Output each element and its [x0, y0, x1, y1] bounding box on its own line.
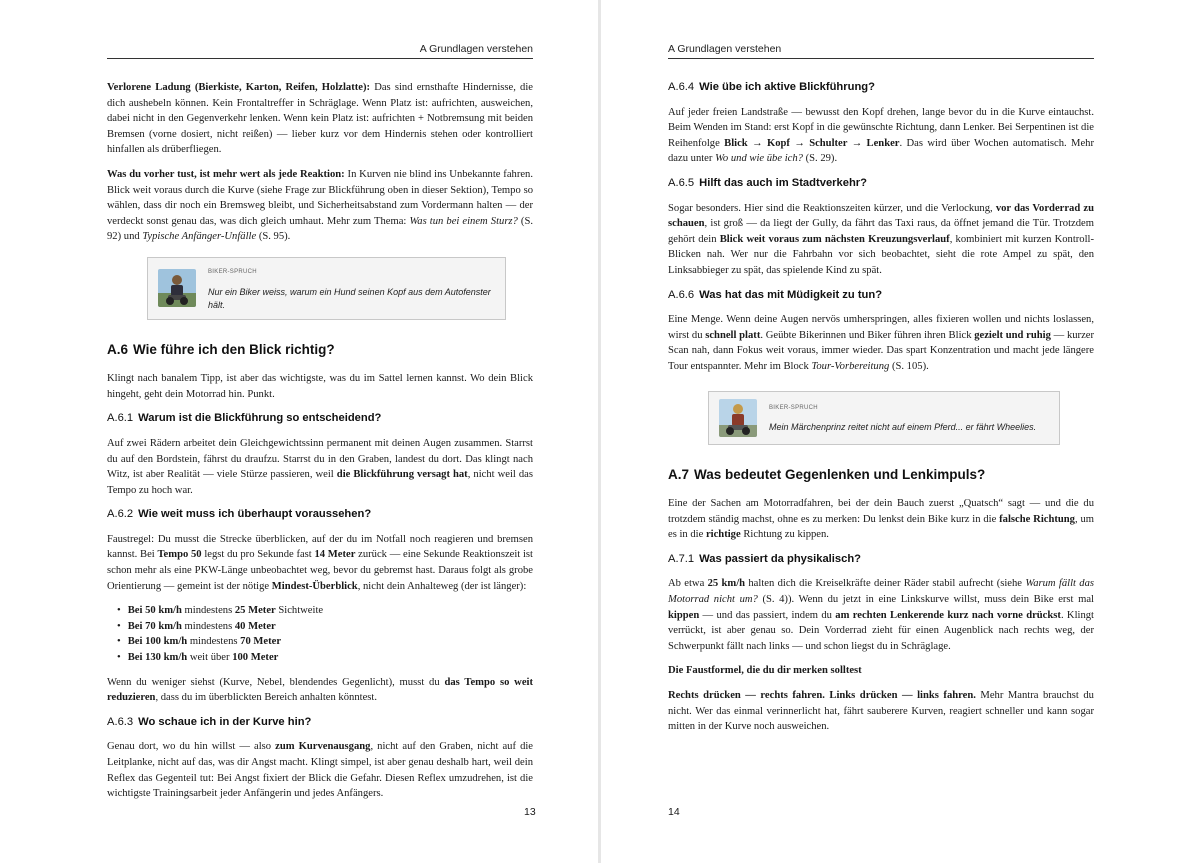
paragraph-body: Genau dort, wo du hin willst — also zum Kurvenausgang, nicht auf den Graben, nicht auf die Leitplanke, nicht auf das, was dir Angst macht. Klingt simpel, ist aber genau deshalb hart, weil dein Reflex das Gegenteil tut: Bei Angst fixiert der Blick die Gefahr. Diesen Reflex umzudrehen, ist die wichtigste Trainingsarbeit jeder Anfängerin und jedes Anfängers. — [107, 741, 534, 800]
subsection-heading: A.6.4 Wie übe ich aktive Blickführung? — [668, 81, 875, 93]
list-item: • Bei 70 km/h mindestens 40 Meter — [117, 619, 533, 635]
paragraph-lost-cargo: Verlorene Ladung (Bierkiste, Karton, Reifen, Holzlatte): Das sind ernsthafte Hindernisse, die dich aushebeln können. Kein Frontaltreffer in Schräglage. Wenn Platz ist: aufrichten, ausweichen, dabei nicht in den Gegenverkehr lenken. Wenn kein Platz ist: aufrichten + Notbremsung mit beiden Bremsen (vorne dosiert, nicht reißen) — lieber kurz vor dem Hindernis stehen oder kontrolliert hinfallen als drüberfliegen. — [107, 82, 534, 156]
list-item: • Bei 130 km/h weit über 100 Meter — [117, 650, 533, 666]
quote-text: Mein Märchenprinz reitet nicht auf einem Pferd... er fährt Wheelies. — [769, 422, 1037, 433]
formula-title: Die Faustformel, die du dir merken solltest — [668, 665, 862, 677]
header-rule — [107, 58, 533, 59]
paragraph-body: Eine Menge. Wenn deine Augen nervös umherspringen, alles fixieren wollen und nichts loslassen, wirst du schnell platt. Geübte Bikerinnen und Biker führen ihren Blick gezielt und ruhig — kurzer Scan nah, dann Fokus weit voraus, immer wieder. Das spart Konzentration und macht jede längere Tour entspannter. Mehr im Block Tour-Vorbereitung (S. 105). — [668, 314, 1094, 372]
running-header: A Grundlagen verstehen — [668, 43, 782, 55]
cross-reference: Warum fällt das Motorrad nicht um? — [668, 578, 1094, 606]
subsection-heading: A.6.2 Wie weit muss ich überhaupt voraussehen? — [107, 508, 372, 521]
subsection-heading: A.6.1 Warum ist die Blickführung so entscheidend? — [107, 412, 382, 425]
quote-text: Nur ein Biker weiss, warum ein Hund seinen Kopf aus dem Autofenster hält. — [208, 286, 491, 310]
paragraph-body: Sogar besonders. Hier sind die Reaktionszeiten kürzer, und die Verlockung, vor das Vorderrad zu schauen, ist groß — da liegt der Gully, da fährt das Taxi raus, da öffnet jemand die Tür. Trotzdem gehört dein Blick weit voraus zum nächsten Kreuzungsverlauf, kombiniert mit kurzen Kontroll-Blicken nah. Wer nur die Fahrbahn vor sich beobachtet, sieht die rote Ampel zu spät, den Linksabbieger zu spät, das spielende Kind zu spät. — [668, 202, 1095, 276]
paragraph-body: Ab etwa 25 km/h halten dich die Kreiselkräfte deiner Räder stabil aufrecht (siehe Warum fällt das Motorrad nicht um? (S. 4)). Wenn du jetzt in eine Linkskurve willst, muss dein Bike erst mal kippen — und das passiert, indem du am rechten Lenkerende kurz nach vorne drückst. Klingt verrückt, ist aber genau so. Dein Vorderrad zieht für einen Augenblick nach rechts weg, der Schwerpunkt fällt nach links — und schon liegst du in Schräglage. — [668, 578, 1095, 652]
section-heading: A.7 Was bedeutet Gegenlenken und Lenkimpuls? — [668, 466, 986, 482]
speed-list — [107, 603, 533, 665]
page-number: 13 — [524, 806, 536, 818]
list-item: • Bei 50 km/h mindestens 25 Meter Sichtweite — [117, 603, 533, 619]
paragraph-prevention: Was du vorher tust, ist mehr wert als jede Reaktion: In Kurven nie blind ins Unbekannte fahren. Blick weit voraus durch die Kurve (siehe Frage zur Blickführung oben in dieser Sektion), Tempo so wählen, dass dir noch ein Bremsweg bleibt, und Sicherheitsabstand zum Vordermann halten — der verdeckt sonst genau das, was dich gleich umhaut. Mehr zum Thema: Was tun bei einem Sturz? (S. 92) und Typische Anfänger-Unfälle (S. 95). — [107, 168, 534, 243]
subsection-heading: A.7.1 Was passiert da physikalisch? — [668, 552, 861, 565]
page-content — [107, 80, 533, 811]
paragraph-body: Wenn du weniger siehst (Kurve, Nebel, blendendes Gegenlicht), musst du das Tempo so weit reduzieren, dass du im überblickten Bereich anhalten könntest. — [107, 676, 534, 704]
paragraph-body: Auf jeder freien Landstraße — bewusst den Kopf drehen, lange bevor du in die Kurve eintauchst. Beim Wenden im Stand: erst Kopf in die gewünschte Richtung, dann Lenker. Bei Serpentinen ist die Reihenfolge Blick → Kopf → Schulter → Lenker. Das wird über Wochen automatisch. Mehr dazu unter Wo und wie übe ich? (S. 29). — [668, 106, 1094, 165]
paragraph-intro: Klingt nach banalem Tipp, ist aber das wichtigste, was du im Sattel lernen kannst. Wo dein Blick hingeht, geht dein Motorrad hin. Punkt. — [107, 373, 533, 400]
paragraph-body: Faustregel: Du musst die Strecke überblicken, auf der du im Notfall noch reagieren und bremsen kannst. Bei Tempo 50 legst du pro Sekunde fast 14 Meter zurück — eine Sekunde Reaktionszeit ist schon mehr als eine PKW-Länge unbeobachtet weg, bevor du gebremst hast. Daraus folgt als grobe Orientierung — gemeint ist der nötige Mindest-Überblick, nicht dein Anhalteweg (der ist länger): — [107, 533, 533, 592]
page-right — [601, 0, 1200, 863]
header-rule — [668, 58, 1094, 59]
running-header: A Grundlagen verstehen — [419, 43, 533, 55]
page-content — [668, 80, 1094, 744]
cross-reference: Was tun bei einem Sturz? — [409, 215, 518, 227]
subsection-heading: A.6.3 Wo schaue ich in der Kurve hin? — [107, 715, 312, 728]
quote-label: BIKER-SPRUCH — [208, 268, 257, 275]
paragraph-body: Auf zwei Rädern arbeitet dein Gleichgewichtssinn permanent mit deinen Augen zusammen. Starrst du auf den Bordstein, fährst du draufzu. Starrst du in den Graben, landest du dort. Das klingt nach Witz, ist aber Realität — viele Stürze passieren, weil die Blickführung versagt hat, nicht weil das Tempo zu hoch war. — [107, 437, 533, 496]
cross-reference: Typische Anfänger-Unfälle — [142, 231, 257, 243]
list-item: • Bei 100 km/h mindestens 70 Meter — [117, 634, 533, 650]
subsection-heading: A.6.5 Hilft das auch im Stadtverkehr? — [668, 176, 867, 189]
biker-illustration-icon — [158, 269, 196, 307]
biker-quote-box — [147, 257, 506, 320]
subsection-heading: A.6.6 Was hat das mit Müdigkeit zu tun? — [668, 288, 883, 301]
section-heading: A.6 Wie führe ich den Blick richtig? — [107, 341, 335, 357]
paragraph-intro: Eine der Sachen am Motorradfahren, bei der dein Bauch zuerst „Quatsch“ sagt — und die du trotzdem ständig machst, ohne es zu merken: Du lenkst dein Bike kurz in die falsche Richtung, um es in die richtige Richtung zu kippen. — [668, 498, 1094, 541]
quote-label: BIKER-SPRUCH — [769, 404, 818, 411]
page-left — [0, 0, 598, 863]
biker-illustration-icon — [719, 399, 757, 437]
biker-quote-box — [708, 391, 1060, 445]
cross-reference: Wo und wie übe ich? — [715, 153, 803, 165]
page-number: 14 — [668, 806, 680, 818]
cross-reference: Tour-Vorbereitung — [811, 360, 890, 372]
paragraph-body: Rechts drücken — rechts fahren. Links drücken — links fahren. Mehr Mantra brauchst du nicht. Wer das einmal verinnerlicht hat, fährt sauberere Kurven, reagiert schneller und kann sogar mitten in der Kurve noch ausweichen. — [668, 690, 1094, 733]
